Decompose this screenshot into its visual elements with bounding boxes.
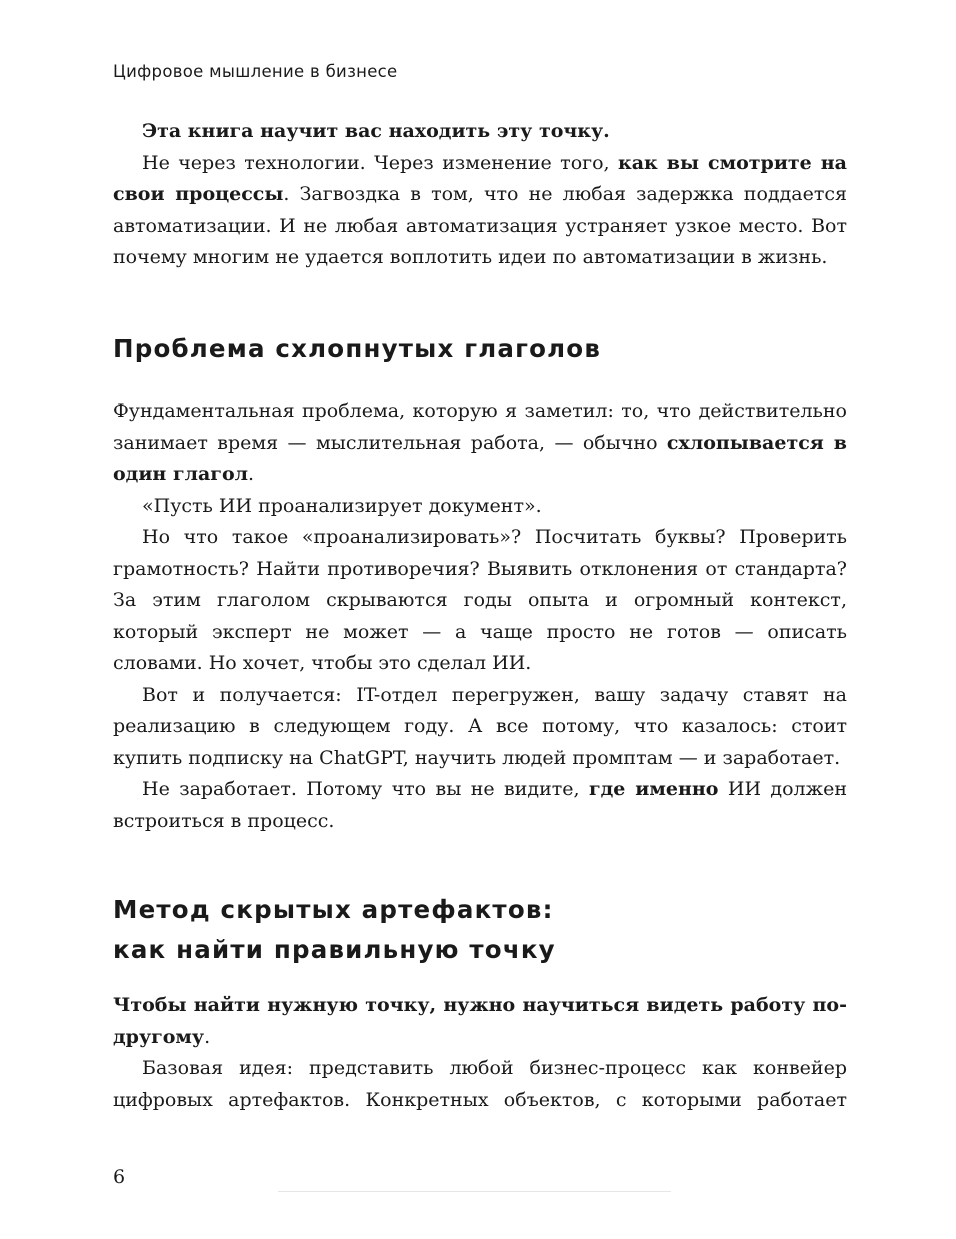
section-2-body	[113, 990, 847, 1116]
text-run: Фундаментальная проблема, которую я заметил: то, что действительно занимает время — мыслительная работа, — обычно	[113, 400, 847, 454]
section-heading-1: Проблема схлопнутых глаголов	[113, 334, 602, 363]
paragraph	[113, 148, 847, 274]
paragraph: Вот и получается: IT-отдел перегружен, вашу задачу ставят на реализацию в следующем году. А все потому, что казалось: стоит купить подписку на ChatGPT, научить людей промптам — и заработает.	[113, 683, 847, 769]
section-1-body	[113, 396, 847, 837]
text-run: Не через технологии. Через изменение того,	[142, 151, 618, 174]
paragraph	[113, 990, 847, 1053]
page-number: 6	[113, 1166, 126, 1188]
text-run: .	[204, 1025, 211, 1048]
paragraph: Базовая идея: представить любой бизнес-процесс как конвейер цифровых артефактов. Конкретных объектов, с которыми работает	[113, 1057, 847, 1111]
paragraph: Но что такое «проанализировать»? Посчитать буквы? Проверить грамотность? Найти противоречия? Выявить отклонения от стандарта? За этим глаголом скрываются годы опыта и огромный контекст, который эксперт не может — а чаще просто не готов — описать словами. Но хочет, чтобы это сделал ИИ.	[113, 526, 847, 674]
bold-text: Чтобы найти нужную точку, нужно научиться видеть работу подругому	[113, 994, 847, 1048]
intro-block	[113, 116, 847, 274]
bold-text: где именно	[588, 778, 719, 800]
bold-text: Эта книга научит вас находить эту точку.	[142, 120, 610, 142]
footer-divider	[278, 1191, 671, 1192]
heading-line: Метод скрытых артефактов:	[113, 895, 554, 924]
text-run: Не заработает. Потому что вы не видите,	[142, 778, 589, 800]
paragraph: «Пусть ИИ проанализирует документ».	[142, 494, 542, 517]
paragraph	[113, 774, 847, 837]
text-run: ИИ должен встроиться в процесс.	[113, 778, 848, 832]
text-run: .	[248, 463, 255, 485]
heading-line: как найти правильную точку	[113, 935, 556, 964]
section-heading-2	[113, 890, 847, 970]
bold-text: как вы смотрите на свои процессы	[113, 151, 847, 205]
paragraph	[113, 396, 847, 491]
book-page	[113, 0, 847, 1239]
running-head: Цифровое мышление в бизнесе	[113, 62, 398, 81]
bold-text: схлопывается в один глагол	[113, 431, 848, 485]
paragraph	[113, 116, 847, 148]
text-run: . Загвоздка в том, что не любая задержка поддается автоматизации. И не любая автоматизация устраняет узкое место. Вот почему многим не удается воплотить идеи по автоматизации в жизнь.	[113, 183, 847, 268]
